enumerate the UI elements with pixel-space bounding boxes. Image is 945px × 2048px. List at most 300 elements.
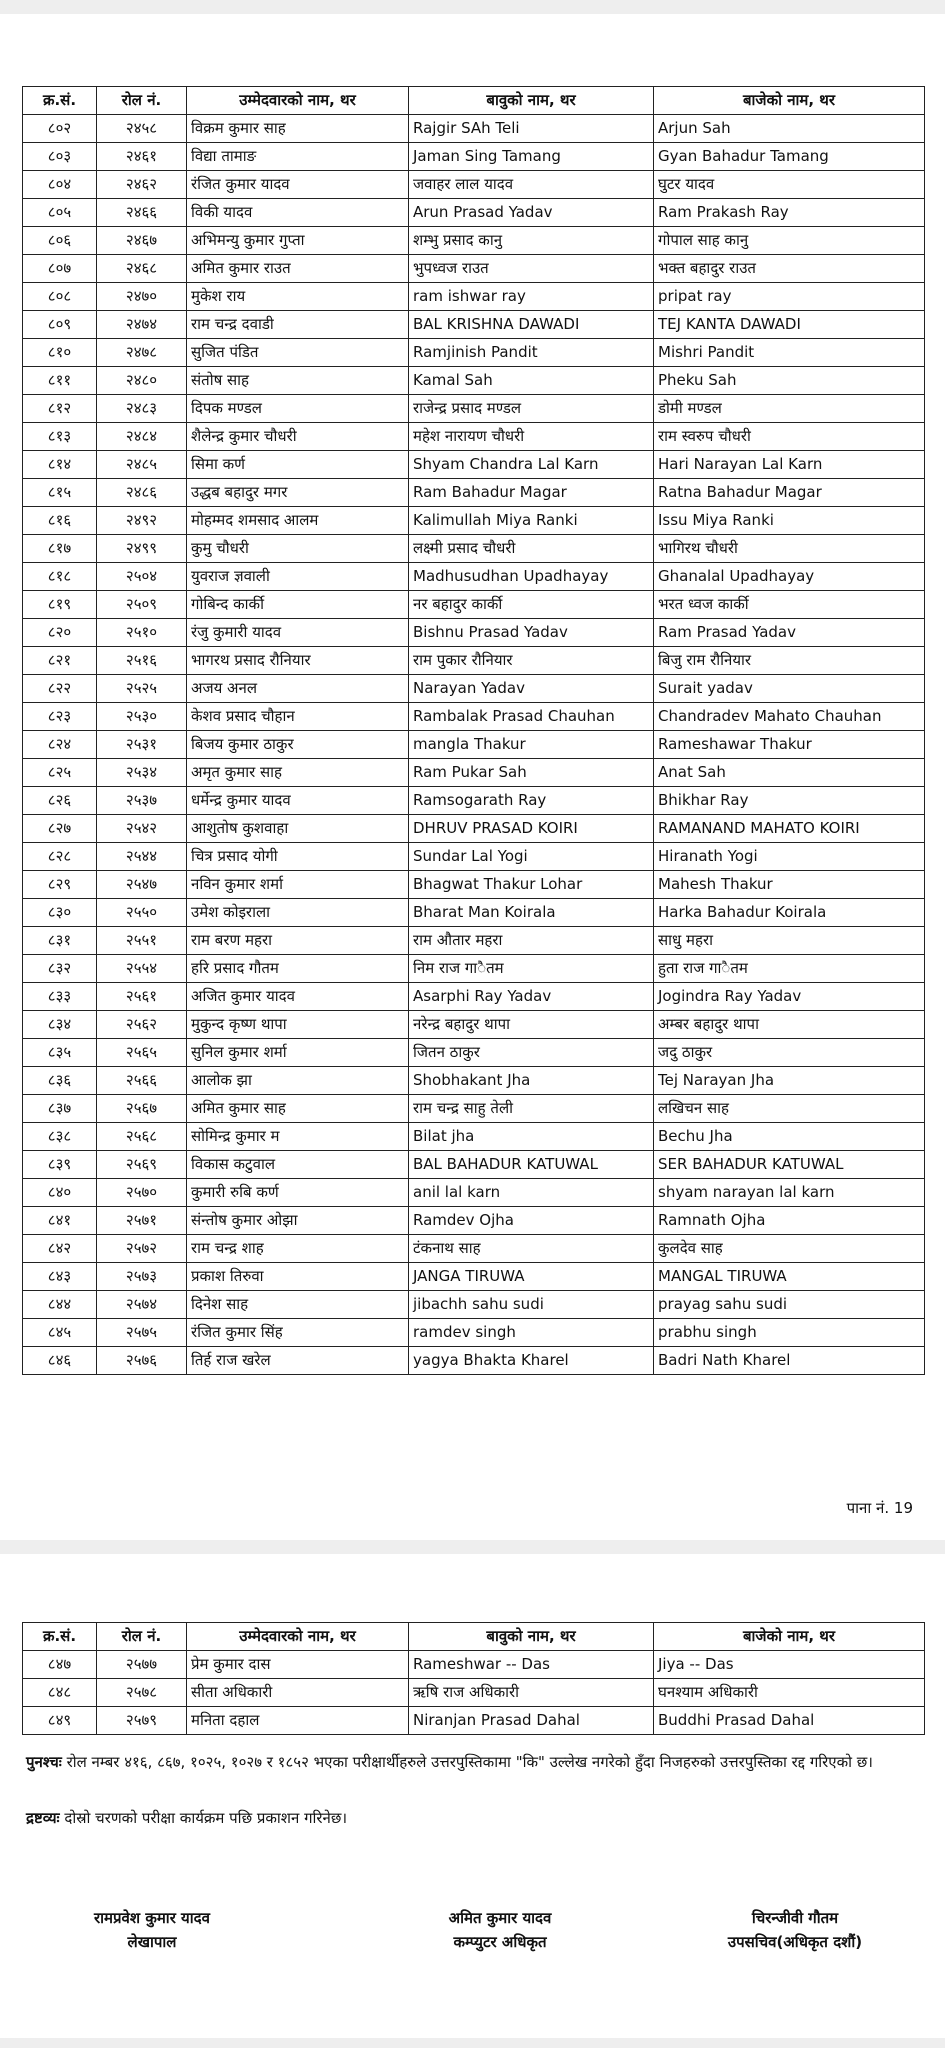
cell-roll: २५५१ [97,927,187,955]
header-grandfather-name: बाजेको नाम, थर [654,87,925,115]
cell-candidate-name: सुजित पंडित [187,339,409,367]
cell-father-name: Madhusudhan Upadhayay [409,563,654,591]
cell-grandfather-name: Arjun Sah [654,115,925,143]
cell-father-name: Bilat jha [409,1123,654,1151]
cell-serial: ८३१ [23,927,97,955]
cell-roll: २५७४ [97,1291,187,1319]
table-row [23,311,925,339]
cell-candidate-name: गोबिन्द कार्की [187,591,409,619]
cell-candidate-name: केशव प्रसाद चौहान [187,703,409,731]
table-row [23,703,925,731]
candidate-table-page-20 [22,1622,925,1735]
cell-father-name: jibachh sahu sudi [409,1291,654,1319]
table-row [23,675,925,703]
cell-roll: २४८३ [97,395,187,423]
cell-candidate-name: संतोष साह [187,367,409,395]
cell-grandfather-name: जदु ठाकुर [654,1039,925,1067]
table-row [23,171,925,199]
cell-candidate-name: आशुतोष कुशवाहा [187,815,409,843]
table-row [23,731,925,759]
cell-roll: २५३१ [97,731,187,759]
cell-father-name: Bishnu Prasad Yadav [409,619,654,647]
cell-father-name: Ramdev Ojha [409,1207,654,1235]
cell-candidate-name: राम बरण महरा [187,927,409,955]
cell-serial: ८४९ [23,1707,97,1735]
cell-grandfather-name: prabhu singh [654,1319,925,1347]
header-candidate-name: उम्मेदवारको नाम, थर [187,1623,409,1651]
cell-serial: ८२४ [23,731,97,759]
table-row [23,199,925,227]
table-row [23,1347,925,1375]
cell-candidate-name: विकी यादव [187,199,409,227]
cell-serial: ८४४ [23,1291,97,1319]
cell-serial: ८२३ [23,703,97,731]
table-row [23,871,925,899]
cell-serial: ८४५ [23,1319,97,1347]
cell-candidate-name: उमेश कोइराला [187,899,409,927]
cell-father-name: नरेन्द्र बहादुर थापा [409,1011,654,1039]
cell-grandfather-name: घुटर यादव [654,171,925,199]
cell-serial: ८३० [23,899,97,927]
cell-grandfather-name: भरत ध्वज कार्की [654,591,925,619]
cell-roll: २५२५ [97,675,187,703]
cell-father-name: Narayan Yadav [409,675,654,703]
cell-father-name: भुपध्वज राउत [409,255,654,283]
cell-candidate-name: विकास कटुवाल [187,1151,409,1179]
cell-serial: ८३२ [23,955,97,983]
cell-father-name: Rambalak Prasad Chauhan [409,703,654,731]
bottom-gray-band [0,2038,945,2048]
cell-father-name: राम औतार महरा [409,927,654,955]
cell-serial: ८२९ [23,871,97,899]
table-row [23,1095,925,1123]
cell-roll: २५७९ [97,1707,187,1735]
cell-grandfather-name: Hari Narayan Lal Karn [654,451,925,479]
cell-father-name: शम्भु प्रसाद कानु [409,227,654,255]
cell-roll: २४८० [97,367,187,395]
cell-father-name: राजेन्द्र प्रसाद मण्डल [409,395,654,423]
cell-serial: ८०४ [23,171,97,199]
table-row [23,339,925,367]
table-body [23,115,925,1375]
cell-roll: २५७५ [97,1319,187,1347]
cell-grandfather-name: pripat ray [654,283,925,311]
attention-label: द्रष्टव्यः [26,1809,60,1827]
cell-candidate-name: अभिमन्यु कुमार गुप्ता [187,227,409,255]
table-row [23,395,925,423]
table-row [23,1179,925,1207]
table-row [23,591,925,619]
cell-grandfather-name: Ram Prasad Yadav [654,619,925,647]
table-row [23,367,925,395]
cell-father-name: जवाहर लाल यादव [409,171,654,199]
table-row [23,1235,925,1263]
cell-serial: ८४० [23,1179,97,1207]
cell-father-name: BAL KRISHNA DAWADI [409,311,654,339]
cell-father-name: Arun Prasad Yadav [409,199,654,227]
cell-serial: ८२५ [23,759,97,787]
cell-candidate-name: राम चन्द्र शाह [187,1235,409,1263]
cell-serial: ८१९ [23,591,97,619]
cell-candidate-name: धर्मेन्द्र कुमार यादव [187,787,409,815]
cell-grandfather-name: Bechu Jha [654,1123,925,1151]
cell-roll: २४६८ [97,255,187,283]
cell-father-name: Rajgir SAh Teli [409,115,654,143]
cell-grandfather-name: घनश्याम अधिकारी [654,1679,925,1707]
table-header-row [23,87,925,115]
cell-father-name: mangla Thakur [409,731,654,759]
table-row [23,479,925,507]
cell-father-name: लक्ष्मी प्रसाद चौधरी [409,535,654,563]
header-grandfather-name: बाजेको नाम, थर [654,1623,925,1651]
table-row [23,1123,925,1151]
cell-serial: ८२१ [23,647,97,675]
cell-roll: २४६२ [97,171,187,199]
cell-serial: ८०२ [23,115,97,143]
cell-candidate-name: अमृत कुमार साह [187,759,409,787]
cell-serial: ८२० [23,619,97,647]
cell-serial: ८१५ [23,479,97,507]
header-roll: रोल नं. [97,87,187,115]
cell-father-name: Kalimullah Miya Ranki [409,507,654,535]
cell-serial: ८०८ [23,283,97,311]
cell-serial: ८३८ [23,1123,97,1151]
table-row [23,815,925,843]
table-row [23,1151,925,1179]
header-roll: रोल नं. [97,1623,187,1651]
table-body [23,1651,925,1735]
cell-father-name: BAL BAHADUR KATUWAL [409,1151,654,1179]
cell-grandfather-name: Hiranath Yogi [654,843,925,871]
cell-candidate-name: मुकेश राय [187,283,409,311]
cell-grandfather-name: Gyan Bahadur Tamang [654,143,925,171]
table-row [23,451,925,479]
postscript-note [26,1750,916,1774]
cell-roll: २४५८ [97,115,187,143]
table-row [23,1319,925,1347]
cell-roll: २५४४ [97,843,187,871]
cell-grandfather-name: हुता राज गा◌ैतम [654,955,925,983]
cell-grandfather-name: Issu Miya Ranki [654,507,925,535]
cell-grandfather-name: गोपाल साह कानु [654,227,925,255]
cell-roll: २४८४ [97,423,187,451]
cell-grandfather-name: डोमी मण्डल [654,395,925,423]
header-father-name: बावुको नाम, थर [409,1623,654,1651]
cell-serial: ८३६ [23,1067,97,1095]
cell-grandfather-name: Jiya -- Das [654,1651,925,1679]
signatory-name: रामप्रवेश कुमार यादव [94,1909,210,1927]
cell-roll: २५६१ [97,983,187,1011]
cell-roll: २५४२ [97,815,187,843]
cell-roll: २४७० [97,283,187,311]
table-row [23,283,925,311]
cell-candidate-name: अजय अनल [187,675,409,703]
cell-roll: २५७८ [97,1679,187,1707]
cell-candidate-name: अजित कुमार यादव [187,983,409,1011]
cell-candidate-name: आलोक झा [187,1067,409,1095]
signatory-name: अमित कुमार यादव [448,1909,552,1927]
cell-candidate-name: संन्तोष कुमार ओझा [187,1207,409,1235]
table-row [23,535,925,563]
cell-grandfather-name: RAMANAND MAHATO KOIRI [654,815,925,843]
cell-serial: ८४२ [23,1235,97,1263]
cell-candidate-name: अमित कुमार राउत [187,255,409,283]
cell-candidate-name: सीता अधिकारी [187,1679,409,1707]
cell-father-name: Niranjan Prasad Dahal [409,1707,654,1735]
cell-father-name: ramdev singh [409,1319,654,1347]
cell-serial: ८०९ [23,311,97,339]
cell-serial: ८०७ [23,255,97,283]
signatory-accountant [42,1906,262,1954]
postscript-text: रोल नम्बर ४१६, ८६७, १०२५, १०२७ र १८५२ भएका परीक्षार्थीहरुले उत्तरपुस्तिकामा "कि" उल्लेख नगरेको हुँदा निजहरुको उत्तरपुस्तिका रद्द गरिएको छ। [66,1753,873,1771]
table-row [23,507,925,535]
cell-candidate-name: कुमु चौधरी [187,535,409,563]
table-row [23,955,925,983]
cell-father-name: ram ishwar ray [409,283,654,311]
cell-candidate-name: दिनेश साह [187,1291,409,1319]
cell-father-name: Jaman Sing Tamang [409,143,654,171]
cell-father-name: Shyam Chandra Lal Karn [409,451,654,479]
cell-candidate-name: राम चन्द्र दवाडी [187,311,409,339]
cell-father-name: Rameshwar -- Das [409,1651,654,1679]
cell-serial: ८११ [23,367,97,395]
cell-serial: ८२६ [23,787,97,815]
table-row [23,1011,925,1039]
cell-father-name: राम चन्द्र साहु तेली [409,1095,654,1123]
cell-father-name: टंकनाथ साह [409,1235,654,1263]
table-row [23,983,925,1011]
signatory-computer-officer [400,1906,600,1954]
cell-candidate-name: सोमिन्द्र कुमार म [187,1123,409,1151]
table-row [23,843,925,871]
table-row [23,143,925,171]
table-row [23,1263,925,1291]
cell-roll: २५६२ [97,1011,187,1039]
cell-roll: २५७२ [97,1235,187,1263]
cell-grandfather-name: लखिचन साह [654,1095,925,1123]
cell-serial: ८३३ [23,983,97,1011]
header-serial: क्र.सं. [23,1623,97,1651]
cell-father-name: Bharat Man Koirala [409,899,654,927]
cell-father-name: Ramsogarath Ray [409,787,654,815]
cell-roll: २४८६ [97,479,187,507]
header-candidate-name: उम्मेदवारको नाम, थर [187,87,409,115]
cell-roll: २५१० [97,619,187,647]
cell-roll: २५६५ [97,1039,187,1067]
attention-text: दोस्रो चरणको परीक्षा कार्यक्रम पछि प्रकाशन गरिनेछ। [64,1809,348,1827]
cell-roll: २५४७ [97,871,187,899]
cell-grandfather-name: SER BAHADUR KATUWAL [654,1151,925,1179]
cell-grandfather-name: भक्त बहादुर राउत [654,255,925,283]
cell-father-name: yagya Bhakta Kharel [409,1347,654,1375]
cell-father-name: राम पुकार रौनियार [409,647,654,675]
cell-roll: २४७४ [97,311,187,339]
table-row [23,255,925,283]
cell-roll: २५६९ [97,1151,187,1179]
cell-roll: २४६७ [97,227,187,255]
cell-grandfather-name: shyam narayan lal karn [654,1179,925,1207]
cell-roll: २४६१ [97,143,187,171]
postscript-label: पुनश्चः [26,1753,62,1771]
cell-father-name: anil lal karn [409,1179,654,1207]
cell-candidate-name: मनिता दहाल [187,1707,409,1735]
cell-father-name: Kamal Sah [409,367,654,395]
cell-grandfather-name: Buddhi Prasad Dahal [654,1707,925,1735]
cell-grandfather-name: prayag sahu sudi [654,1291,925,1319]
cell-serial: ८२७ [23,815,97,843]
cell-candidate-name: कुमारी रुबि कर्ण [187,1179,409,1207]
cell-serial: ८३५ [23,1039,97,1067]
cell-serial: ८३७ [23,1095,97,1123]
cell-serial: ८४८ [23,1679,97,1707]
cell-roll: २५५० [97,899,187,927]
table-row [23,1679,925,1707]
cell-grandfather-name: Rameshawar Thakur [654,731,925,759]
cell-roll: २५३४ [97,759,187,787]
cell-roll: २४६६ [97,199,187,227]
cell-serial: ८२२ [23,675,97,703]
table-row [23,1207,925,1235]
cell-grandfather-name: राम स्वरुप चौधरी [654,423,925,451]
cell-candidate-name: विद्या तामाङ [187,143,409,171]
cell-grandfather-name: बिजु राम रौनियार [654,647,925,675]
cell-candidate-name: दिपक मण्डल [187,395,409,423]
cell-serial: ८०३ [23,143,97,171]
cell-candidate-name: बिजय कुमार ठाकुर [187,731,409,759]
cell-grandfather-name: Mahesh Thakur [654,871,925,899]
header-father-name: बावुको नाम, थर [409,87,654,115]
cell-grandfather-name: Bhikhar Ray [654,787,925,815]
cell-roll: २४७८ [97,339,187,367]
cell-father-name: जितन ठाकुर [409,1039,654,1067]
cell-serial: ८४६ [23,1347,97,1375]
cell-serial: ८१६ [23,507,97,535]
cell-candidate-name: युवराज ज्ञवाली [187,563,409,591]
cell-father-name: महेश नारायण चौधरी [409,423,654,451]
cell-father-name: DHRUV PRASAD KOIRI [409,815,654,843]
cell-roll: २५६७ [97,1095,187,1123]
cell-grandfather-name: Mishri Pandit [654,339,925,367]
cell-roll: २४८५ [97,451,187,479]
cell-serial: ८४१ [23,1207,97,1235]
cell-roll: २५०४ [97,563,187,591]
cell-grandfather-name: अम्बर बहादुर थापा [654,1011,925,1039]
cell-grandfather-name: MANGAL TIRUWA [654,1263,925,1291]
table-row [23,227,925,255]
cell-serial: ८४३ [23,1263,97,1291]
cell-grandfather-name: Harka Bahadur Koirala [654,899,925,927]
table-row [23,787,925,815]
cell-roll: २५३७ [97,787,187,815]
cell-serial: ८३४ [23,1011,97,1039]
cell-serial: ८०५ [23,199,97,227]
cell-roll: २५५४ [97,955,187,983]
signatory-title: उपसचिव(अधिकृत दशौं) [727,1933,863,1951]
cell-grandfather-name: Badri Nath Kharel [654,1347,925,1375]
table-row [23,115,925,143]
cell-candidate-name: भागरथ प्रसाद रौनियार [187,647,409,675]
table-row [23,1707,925,1735]
cell-roll: २५७१ [97,1207,187,1235]
cell-candidate-name: प्रकाश तिरुवा [187,1263,409,1291]
signatory-name: चिरन्जीवी गौतम [751,1909,839,1927]
cell-serial: ८३९ [23,1151,97,1179]
cell-roll: २४९९ [97,535,187,563]
cell-serial: ८१४ [23,451,97,479]
signatory-title: लेखापाल [127,1933,177,1951]
table-row [23,1039,925,1067]
cell-grandfather-name: Chandradev Mahato Chauhan [654,703,925,731]
page-separator-band [0,1540,945,1554]
candidate-table-page-19 [22,86,925,1375]
cell-father-name: JANGA TIRUWA [409,1263,654,1291]
table-row [23,423,925,451]
cell-roll: २५७७ [97,1651,187,1679]
cell-roll: २४९२ [97,507,187,535]
cell-candidate-name: मुकुन्द कृष्ण थापा [187,1011,409,1039]
cell-roll: २५७० [97,1179,187,1207]
cell-candidate-name: अमित कुमार साह [187,1095,409,1123]
cell-grandfather-name: Pheku Sah [654,367,925,395]
cell-serial: ८१८ [23,563,97,591]
table-row [23,647,925,675]
table-row [23,927,925,955]
cell-father-name: Ram Bahadur Magar [409,479,654,507]
cell-roll: २५१६ [97,647,187,675]
cell-roll: २५३० [97,703,187,731]
cell-roll: २५६८ [97,1123,187,1151]
cell-candidate-name: मोहम्मद शमसाद आलम [187,507,409,535]
cell-father-name: Ramjinish Pandit [409,339,654,367]
cell-candidate-name: हरि प्रसाद गौतम [187,955,409,983]
table-row [23,759,925,787]
table-row [23,563,925,591]
cell-candidate-name: रंजित कुमार सिंह [187,1319,409,1347]
cell-father-name: ऋषि राज अधिकारी [409,1679,654,1707]
cell-candidate-name: सिमा कर्ण [187,451,409,479]
table-row [23,1291,925,1319]
cell-serial: ८२८ [23,843,97,871]
cell-grandfather-name: Ghanalal Upadhayay [654,563,925,591]
cell-serial: ८१७ [23,535,97,563]
cell-candidate-name: तिर्ह राज खरेल [187,1347,409,1375]
cell-grandfather-name: Jogindra Ray Yadav [654,983,925,1011]
cell-serial: ८१३ [23,423,97,451]
table-row [23,619,925,647]
cell-candidate-name: विक्रम कुमार साह [187,115,409,143]
top-gray-band [0,0,945,14]
table-row [23,1067,925,1095]
cell-grandfather-name: Ramnath Ojha [654,1207,925,1235]
attention-note [26,1806,916,1830]
cell-grandfather-name: Ram Prakash Ray [654,199,925,227]
cell-candidate-name: उद्धब बहादुर मगर [187,479,409,507]
cell-grandfather-name: Ratna Bahadur Magar [654,479,925,507]
cell-candidate-name: शैलेन्द्र कुमार चौधरी [187,423,409,451]
cell-candidate-name: नविन कुमार शर्मा [187,871,409,899]
cell-father-name: Sundar Lal Yogi [409,843,654,871]
cell-grandfather-name: Anat Sah [654,759,925,787]
cell-father-name: Ram Pukar Sah [409,759,654,787]
cell-candidate-name: रंजु कुमारी यादव [187,619,409,647]
page-number: पाना नं. 19 [846,1499,913,1517]
cell-grandfather-name: कुलदेव साह [654,1235,925,1263]
cell-father-name: निम राज गा◌ैतम [409,955,654,983]
cell-candidate-name: चित्र प्रसाद योगी [187,843,409,871]
cell-candidate-name: रंजित कुमार यादव [187,171,409,199]
table-header-row [23,1623,925,1651]
cell-father-name: Asarphi Ray Yadav [409,983,654,1011]
